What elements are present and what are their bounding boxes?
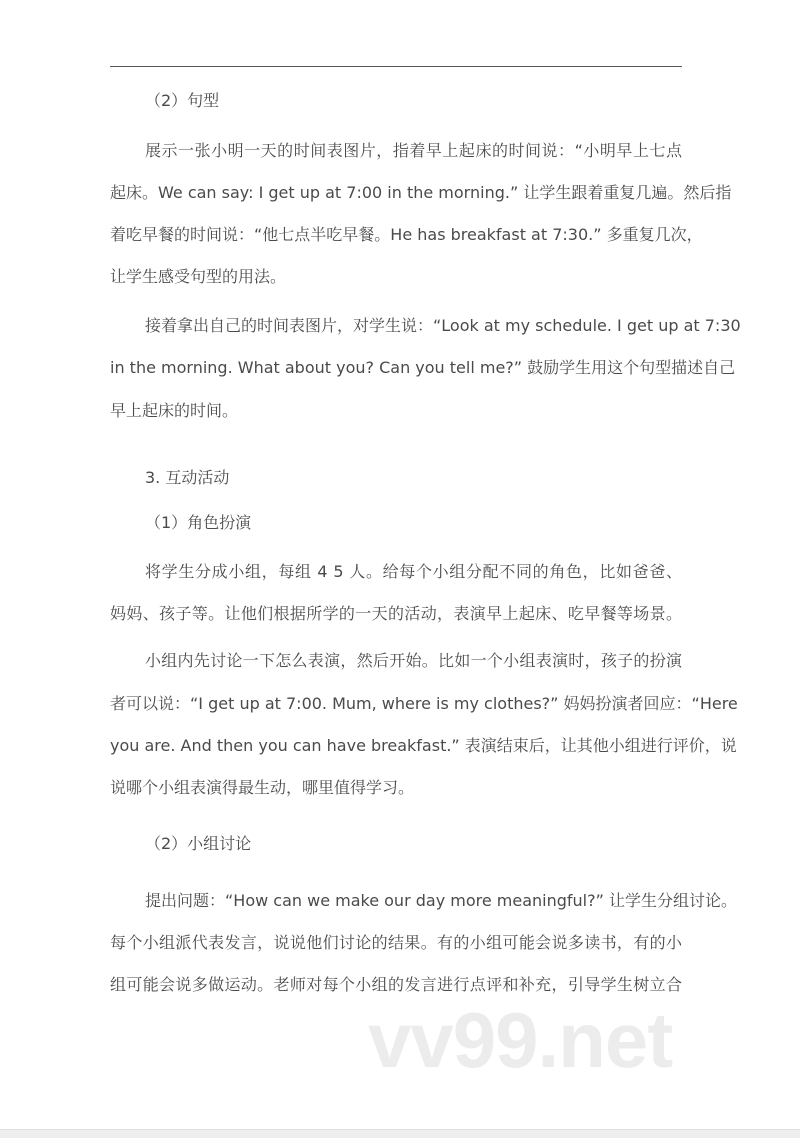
paragraph-line: in the morning. What about you? Can you tell me?” 鼓励学生用这个句型描述自己 — [110, 358, 736, 377]
paragraph-line: you are. And then you can have breakfast.” 表演结束后，让其他小组进行评价，说 — [110, 736, 737, 755]
paragraph-line: 小组内先讨论一下怎么表演，然后开始。比如一个小组表演时，孩子的扮演 — [145, 651, 682, 670]
paragraph-line: 者可以说：“I get up at 7:00. Mum, where is my clothes?” 妈妈扮演者回应：“Here — [110, 694, 738, 713]
section-heading-interactive-activities: 3. 互动活动 — [145, 468, 230, 487]
paragraph-line: 说哪个小组表演得最生动，哪里值得学习。 — [110, 778, 415, 797]
paragraph-line: 妈妈、孩子等。让他们根据所学的一天的活动，表演早上起床、吃早餐等场景。 — [110, 604, 682, 623]
paragraph-line: 展示一张小明一天的时间表图片，指着早上起床的时间说：“小明早上七点 — [145, 141, 682, 160]
paragraph-line: 起床。We can say: I get up at 7:00 in the morning.” 让学生跟着重复几遍。然后指 — [110, 183, 732, 202]
header-rule — [110, 66, 682, 67]
paragraph-line: 接着拿出自己的时间表图片，对学生说：“Look at my schedule. I get up at 7:30 — [145, 316, 741, 335]
paragraph-line: 着吃早餐的时间说：“他七点半吃早餐。He has breakfast at 7:30.” 多重复几次， — [110, 225, 703, 244]
paragraph-line: 组可能会说多做运动。老师对每个小组的发言进行点评和补充，引导学生树立合 — [110, 975, 682, 994]
paragraph-line: 让学生感受句型的用法。 — [110, 267, 287, 286]
paragraph-line: 早上起床的时间。 — [110, 401, 239, 420]
subheading-sentence-patterns: （2）句型 — [145, 91, 220, 110]
paragraph-line: 提出问题：“How can we make our day more meaningful?” 让学生分组讨论。 — [145, 891, 737, 910]
paragraph-line: 每个小组派代表发言，说说他们讨论的结果。有的小组可能会说多读书，有的小 — [110, 933, 682, 952]
subheading-role-play: （1）角色扮演 — [145, 513, 252, 532]
watermark: vv99.net — [368, 996, 673, 1084]
paragraph-line: 将学生分成小组，每组 4 5 人。给每个小组分配不同的角色，比如爸爸、 — [145, 562, 682, 581]
subheading-group-discussion: （2）小组讨论 — [145, 834, 252, 853]
